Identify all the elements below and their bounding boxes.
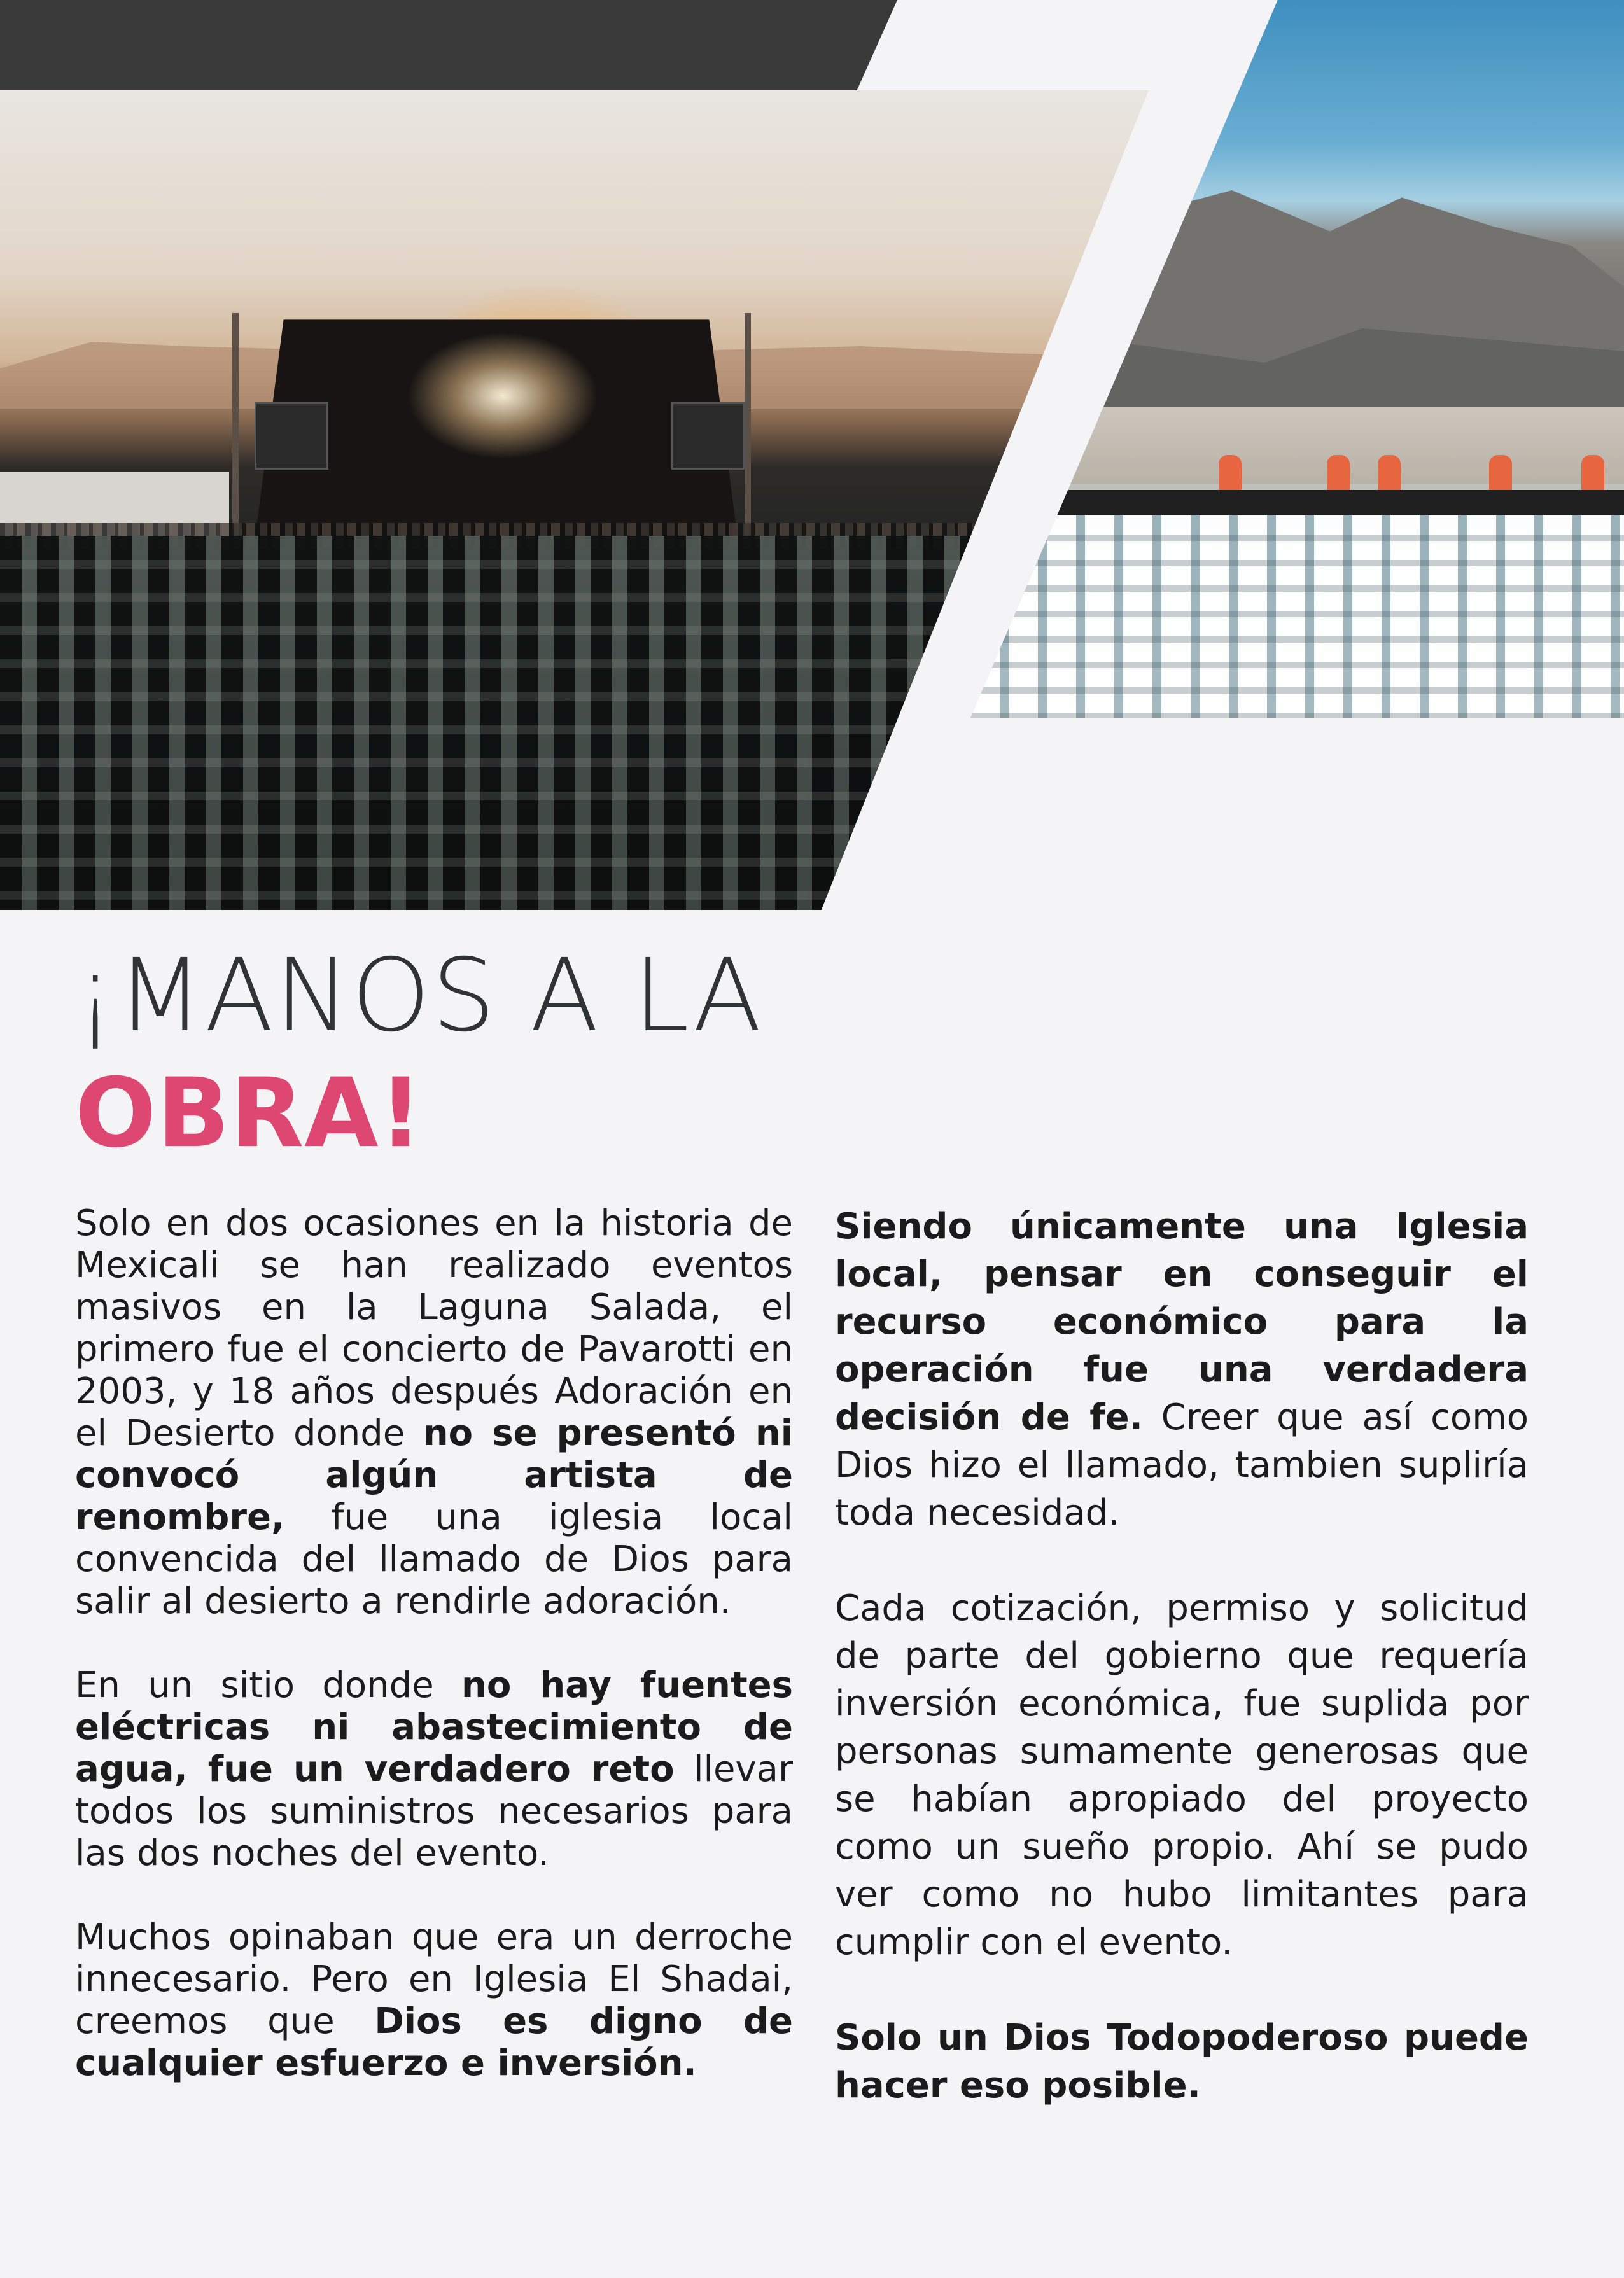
paragraph-text: Solo en dos ocasiones en la historia de Mexicali se han realizado eventos masivos en la Laguna Salada, el primero fue el concierto de Pavarotti en 2003, y 18 años después Adoración en el Desierto donde	[75, 1203, 793, 1454]
paragraph-text: Muchos opinaban que era un derroche innecesario. Pero en Iglesia El Shadai, creemos que	[75, 1917, 793, 2042]
photo-truss-left	[232, 313, 239, 542]
paragraph-text: fue una iglesia local convencida del llamado de Dios para salir al desierto a rendirle adoración.	[75, 1497, 793, 1622]
photo-stage-light	[407, 332, 598, 459]
photo-worker	[1581, 455, 1604, 493]
photo-white-chairs	[970, 515, 1624, 718]
right-column	[835, 1203, 1529, 2157]
paragraph-bold: Siendo únicamente una Iglesia local, pensar en conseguir el recurso económico para la operación fue una verdadera decisión de fe.	[835, 1206, 1529, 1438]
headline	[75, 935, 839, 1171]
paragraph	[75, 1203, 793, 1623]
concert-stage-photo	[0, 90, 1149, 910]
photo-stage-screen-left	[255, 402, 328, 470]
paragraph	[75, 1917, 793, 2085]
photo-worker	[1378, 455, 1401, 493]
photo-worker	[1489, 455, 1512, 493]
paragraph	[75, 1665, 793, 1875]
photo-truss-right	[745, 313, 751, 542]
headline-line-2: OBRA!	[75, 1058, 423, 1169]
photo-stage-screen-right	[671, 402, 745, 470]
paragraph	[835, 2014, 1529, 2109]
photo-worker	[1219, 455, 1242, 493]
paragraph-text: Cada cotización, permiso y solicitud de parte del gobierno que requería inversión económica, fue suplida por personas sumamente generosas que se habían apropiado del proyecto como un sueño propio. Ahí se pudo ver como no hubo limitantes para cumplir con el evento.	[835, 1588, 1529, 1963]
photo-stage-platform	[970, 490, 1624, 515]
paragraph-bold: no se presentó ni convocó algún artista de renombre,	[75, 1413, 793, 1538]
paragraph-bold: Solo un Dios Todopoderoso puede hacer eso posible.	[835, 2017, 1529, 2106]
photo-dark-chairs	[0, 536, 1149, 910]
paragraph	[835, 1584, 1529, 1966]
paragraph-text: En un sitio donde	[75, 1665, 461, 1706]
photo-desert-ground	[970, 407, 1624, 484]
headline-line-1: ¡MANOS A LA	[75, 937, 763, 1054]
paragraph-text: Creer que así como Dios hizo el llamado, tambien supliría toda necesidad.	[835, 1397, 1529, 1534]
top-banner-bar	[0, 0, 897, 90]
paragraph-bold: no hay fuentes eléctricas ni abastecimiento de agua, fue un verdadero reto	[75, 1665, 793, 1790]
paragraph-bold: Dios es digno de cualquier esfuerzo e inversión.	[75, 2001, 794, 2084]
paragraph-text: llevar todos los suministros necesarios para las dos noches del evento.	[75, 1749, 793, 1874]
paragraph	[835, 1203, 1529, 1537]
photo-worker	[1327, 455, 1350, 493]
left-column	[75, 1203, 793, 2127]
